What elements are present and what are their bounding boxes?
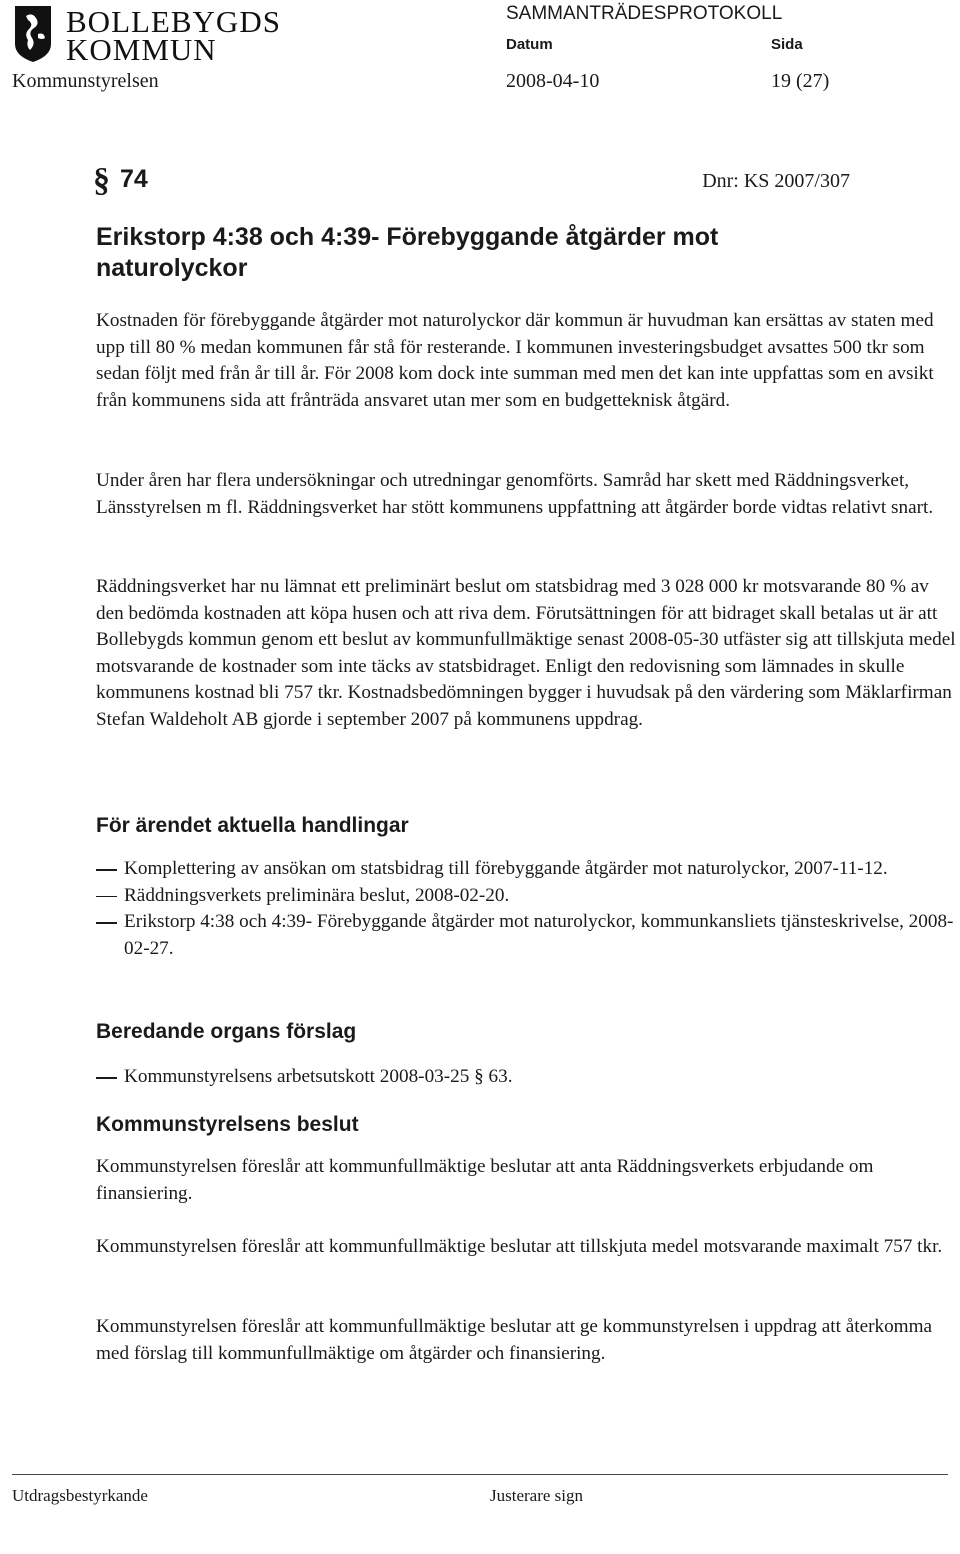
- proposal-list: [96, 1064, 956, 1091]
- decision-heading: Kommunstyrelsens beslut: [96, 1113, 359, 1136]
- footer-certification: Utdragsbestyrkande: [12, 1486, 148, 1505]
- footer-divider: [12, 1474, 948, 1475]
- footer-signature: Justerare sign: [490, 1486, 584, 1505]
- decision-paragraph: Kommunstyrelsen föreslår att kommunfullmäktige beslutar att tillskjuta medel motsvarande maximalt 757 tkr.: [96, 1236, 943, 1257]
- list-item: Erikstorp 4:38 och 4:39- Förebyggande åtgärder mot naturolyckor, kommunkansliets tjänsteskrivelse, 2008-02-27.: [96, 909, 956, 962]
- date-label: Datum: [506, 36, 553, 53]
- logo-text-line2: KOMMUN: [66, 32, 217, 67]
- organization-name: Kommunstyrelsen: [12, 70, 159, 92]
- section-number: 74: [120, 165, 148, 193]
- diary-number: Dnr: KS 2007/307: [702, 170, 850, 192]
- section-sign: §: [93, 162, 110, 199]
- page-label: Sida: [771, 36, 803, 53]
- body-paragraph: Kostnaden för förebyggande åtgärder mot naturolyckor där kommun är huvudman kan ersättas av staten med upp till 80 % medan kommunen får stå för resterande. I kommunen investeringsbudget avsattes 500 tkr som sedan följt med från år till år. För 2008 kom dock inte summan med men det kan inte uppfattas som en avsikt från kommunens sida att frånträda ansvaret utan mer som en budgetteknisk åtgärd.: [96, 310, 934, 411]
- list-item: Kommunstyrelsens arbetsutskott 2008-03-25 § 63.: [96, 1064, 956, 1091]
- documents-heading: För ärendet aktuella handlingar: [96, 814, 409, 837]
- list-item: Räddningsverkets preliminära beslut, 2008-02-20.: [96, 883, 956, 910]
- municipality-logo-icon: [12, 4, 54, 64]
- decision-paragraph: Kommunstyrelsen föreslår att kommunfullmäktige beslutar att anta Räddningsverkets erbjudande om finansiering.: [96, 1156, 874, 1204]
- document-type: SAMMANTRÄDESPROTOKOLL: [506, 3, 783, 24]
- proposal-heading: Beredande organs förslag: [96, 1020, 357, 1043]
- logo-text-line1: BOLLEBYGDS: [66, 4, 281, 39]
- decision-paragraph: Kommunstyrelsen föreslår att kommunfullmäktige beslutar att ge kommunstyrelsen i uppdrag att återkomma med förslag till kommunfullmäktige om åtgärder och finansiering.: [96, 1316, 933, 1364]
- page-number: 19 (27): [771, 70, 830, 92]
- page-title: Erikstorp 4:38 och 4:39- Förebyggande åtgärder mot naturolyckor: [96, 223, 719, 282]
- body-paragraph: Räddningsverket har nu lämnat ett preliminärt beslut om statsbidrag med 3 028 000 kr motsvarande 80 % av den bedömda kostnaden att köpa husen och att riva dem. Förutsättningen för att bidraget skall betalas ut är att Bollebygds kommun genom ett beslut av kommunfullmäktige senast 2008-05-30 utfäster sig att tillskjuta medel motsvarande de kostnader som inte täcks av statsbidraget. Enligt den redovisning som lämnades in skulle kommunens kostnad bli 757 tkr. Kostnadsbedömningen bygger i huvudsak på den värdering som Mäklarfirman Stefan Waldeholt AB gjorde i september 2007 på kommunens uppdrag.: [96, 576, 956, 730]
- documents-list: [96, 856, 956, 962]
- meeting-date: 2008-04-10: [506, 70, 600, 92]
- list-item: Komplettering av ansökan om statsbidrag till förebyggande åtgärder mot naturolyckor, 2007-11-12.: [96, 856, 956, 883]
- body-paragraph: Under åren har flera undersökningar och utredningar genomförts. Samråd har skett med Räddningsverket, Länsstyrelsen m fl. Räddningsverket har stött kommunens uppfattning att åtgärder borde vidtas relativt snart.: [96, 470, 934, 518]
